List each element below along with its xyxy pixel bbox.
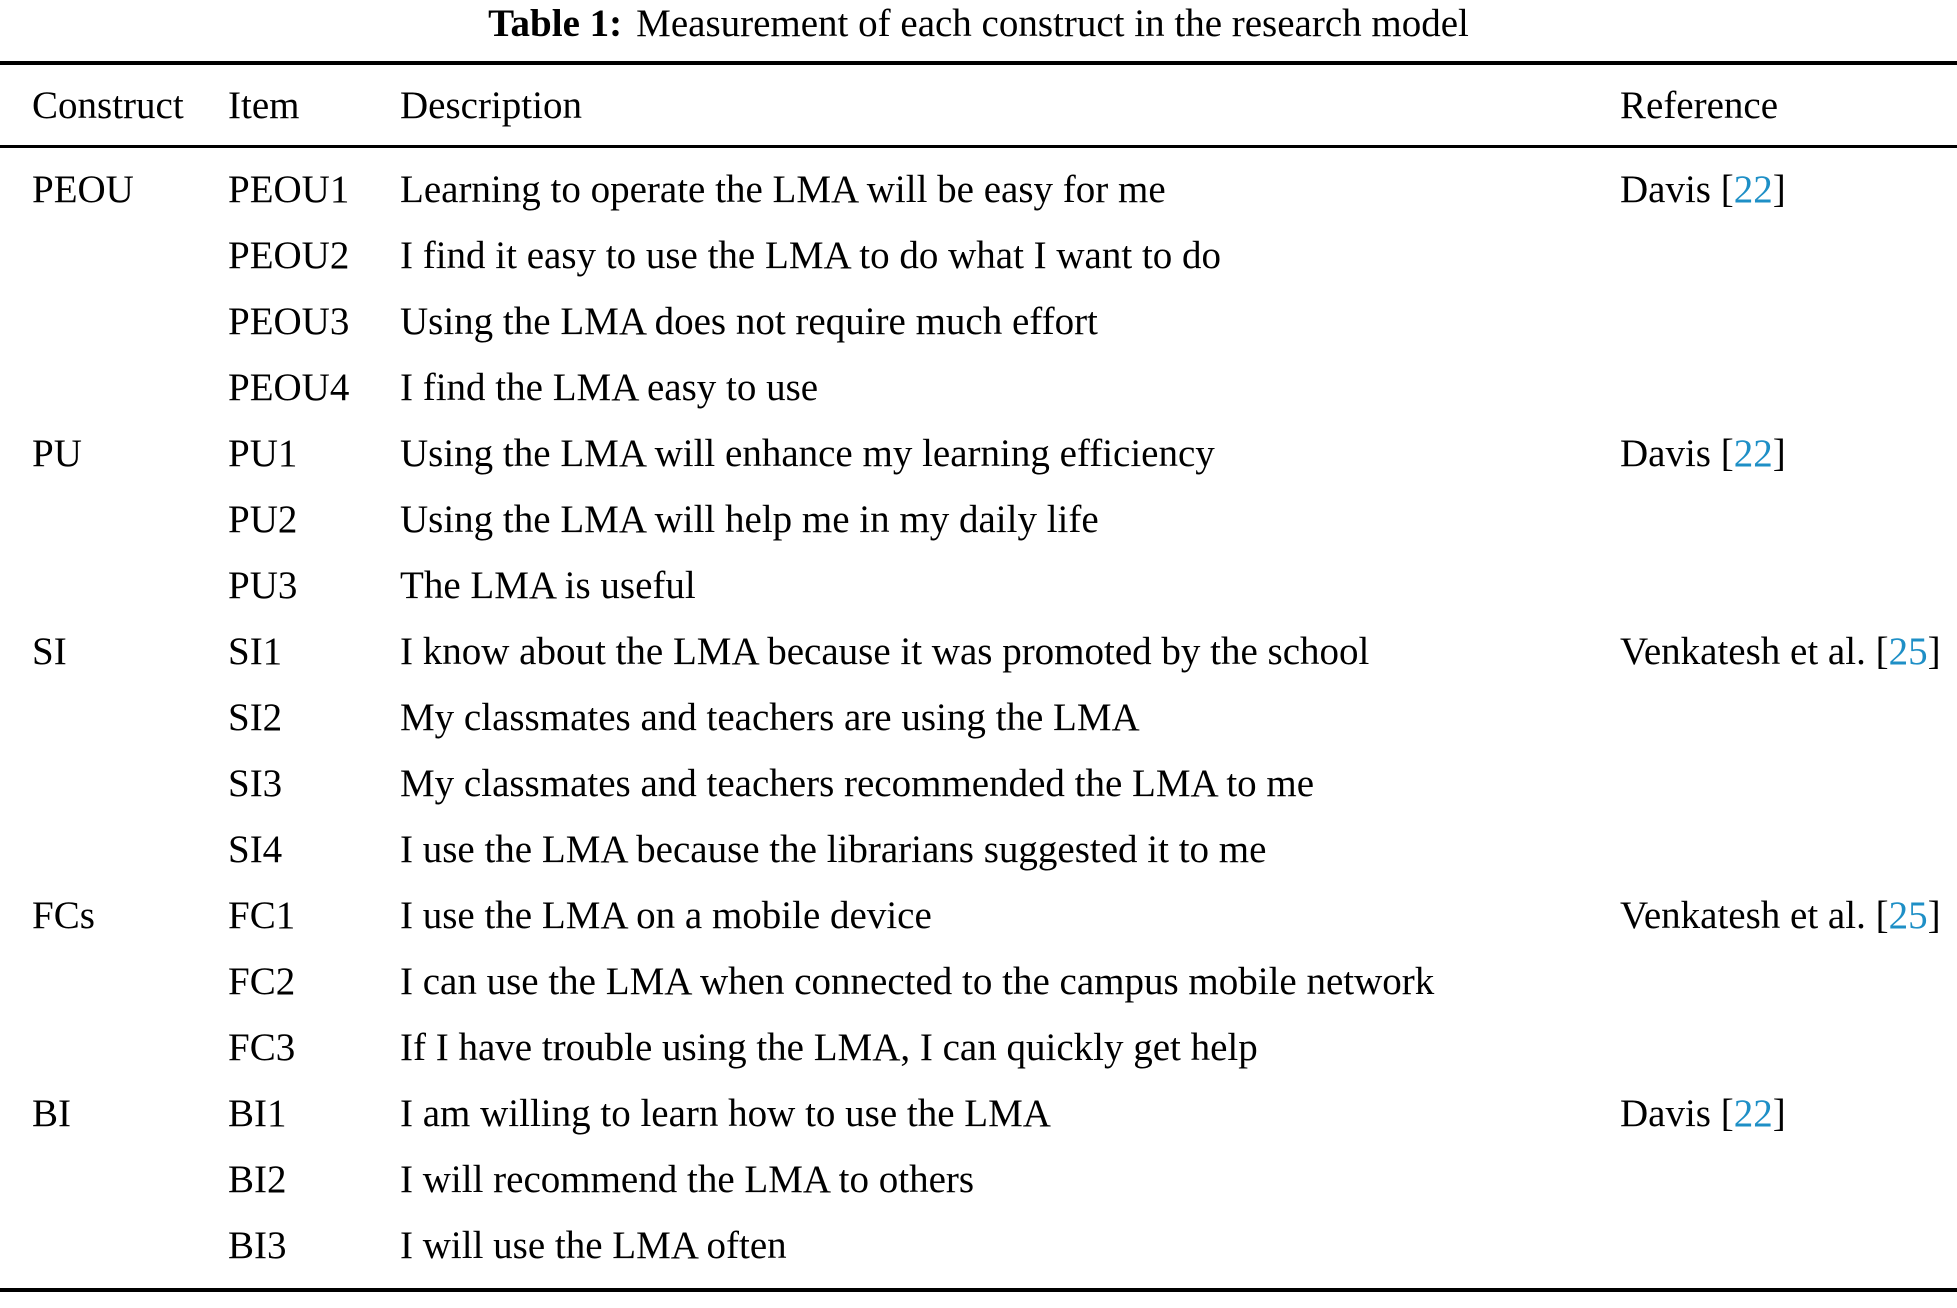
item-cell: FC2 (228, 960, 296, 1003)
table-caption-label: Table 1: (488, 2, 623, 45)
construct-cell: SI (32, 630, 67, 673)
measurement-table (0, 61, 1957, 1292)
item-cell: BI1 (228, 1092, 287, 1135)
citation-brackets: [22] (1720, 168, 1786, 211)
item-cell: PEOU2 (228, 234, 350, 277)
item-cell: SI4 (228, 828, 283, 871)
table-body (0, 147, 1957, 1291)
description-cell: Learning to operate the LMA will be easy for me (400, 168, 1166, 211)
construct-cell: BI (32, 1092, 71, 1135)
reference-author: Davis (1620, 168, 1711, 211)
item-cell: SI1 (228, 630, 283, 673)
citation-link[interactable]: 22 (1733, 1092, 1773, 1135)
description-cell: I am willing to learn how to use the LMA (400, 1092, 1051, 1135)
column-header-construct: Construct (0, 63, 228, 147)
table-header-row (0, 63, 1957, 147)
item-cell: PU2 (228, 498, 298, 541)
description-cell: I use the LMA on a mobile device (400, 894, 932, 937)
item-cell: FC3 (228, 1026, 296, 1069)
description-cell: I know about the LMA because it was promoted by the school (400, 630, 1370, 673)
reference-cell (1620, 619, 1957, 883)
item-cell: BI3 (228, 1224, 287, 1267)
description-cell: Using the LMA will enhance my learning efficiency (400, 432, 1215, 475)
citation-brackets: [25] (1875, 630, 1941, 673)
description-cell: My classmates and teachers recommended the LMA to me (400, 762, 1315, 805)
item-cell: PEOU1 (228, 168, 350, 211)
reference-author: Venkatesh et al. (1620, 630, 1866, 673)
description-cell: I will recommend the LMA to others (400, 1158, 975, 1201)
reference-author: Davis (1620, 432, 1711, 475)
description-cell: I can use the LMA when connected to the campus mobile network (400, 960, 1435, 1003)
item-cell: SI2 (228, 696, 283, 739)
citation-brackets: [22] (1720, 1092, 1786, 1135)
item-cell: BI2 (228, 1158, 287, 1201)
table-header (0, 63, 1957, 147)
description-cell: If I have trouble using the LMA, I can quickly get help (400, 1026, 1258, 1069)
item-cell: PEOU4 (228, 366, 350, 409)
construct-cell: PEOU (32, 168, 134, 211)
description-cell: I find the LMA easy to use (400, 366, 819, 409)
table-caption-text: Measurement of each construct in the research model (636, 2, 1469, 45)
citation-link[interactable]: 22 (1733, 432, 1773, 475)
reference-cell (1620, 147, 1957, 422)
reference-author: Davis (1620, 1092, 1711, 1135)
citation-link[interactable]: 25 (1888, 894, 1928, 937)
column-header-description: Description (400, 63, 1620, 147)
item-cell: SI3 (228, 762, 283, 805)
table-row (0, 883, 1957, 949)
column-header-reference: Reference (1620, 63, 1957, 147)
construct-cell: PU (32, 432, 82, 475)
description-cell: Using the LMA does not require much effort (400, 300, 1098, 343)
reference-cell (1620, 1081, 1957, 1290)
description-cell: Using the LMA will help me in my daily life (400, 498, 1099, 541)
item-cell: PU1 (228, 432, 298, 475)
description-cell: The LMA is useful (400, 564, 696, 607)
description-cell: My classmates and teachers are using the LMA (400, 696, 1140, 739)
description-cell: I will use the LMA often (400, 1224, 787, 1267)
reference-cell (1620, 421, 1957, 619)
description-cell: I find it easy to use the LMA to do what I want to do (400, 234, 1222, 277)
item-cell: PU3 (228, 564, 298, 607)
table-row (0, 147, 1957, 224)
item-cell: PEOU3 (228, 300, 350, 343)
citation-brackets: [25] (1875, 894, 1941, 937)
reference-author: Venkatesh et al. (1620, 894, 1866, 937)
description-cell: I use the LMA because the librarians suggested it to me (400, 828, 1267, 871)
table-row (0, 1081, 1957, 1147)
table-row (0, 619, 1957, 685)
construct-cell: FCs (32, 894, 95, 937)
column-header-item: Item (228, 63, 400, 147)
citation-link[interactable]: 22 (1733, 168, 1773, 211)
citation-link[interactable]: 25 (1888, 630, 1928, 673)
citation-brackets: [22] (1720, 432, 1786, 475)
reference-cell (1620, 883, 1957, 1081)
table-caption (0, 0, 1957, 61)
item-cell: FC1 (228, 894, 296, 937)
table-row (0, 421, 1957, 487)
